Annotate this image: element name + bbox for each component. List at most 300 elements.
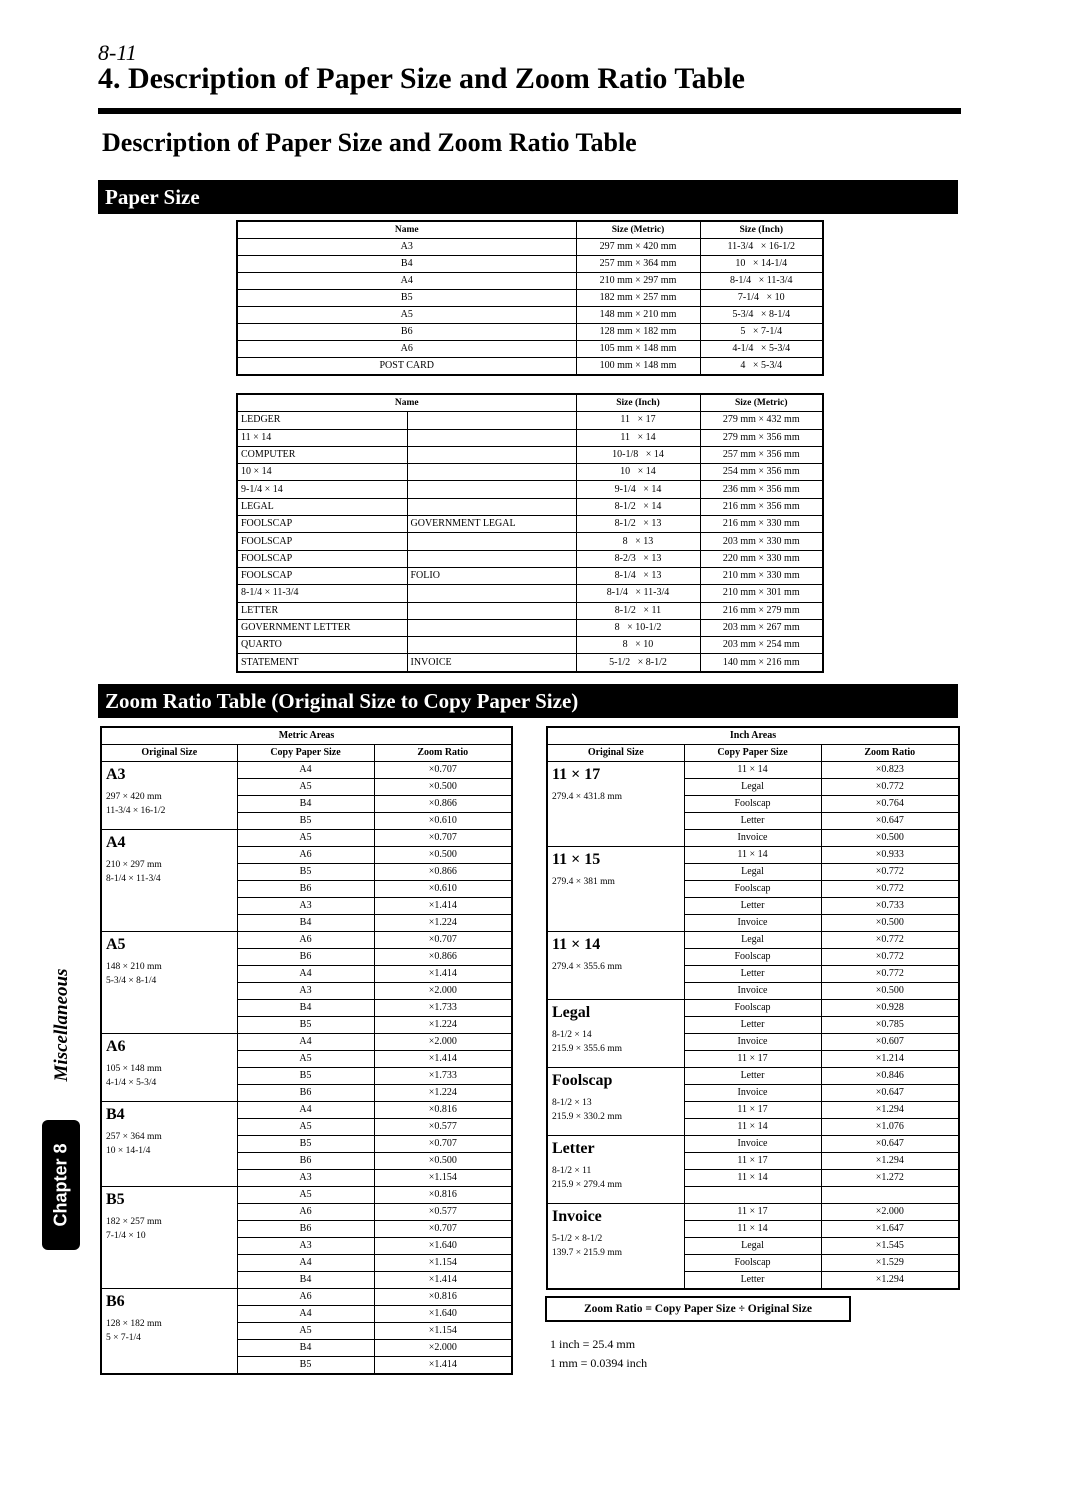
- original-size-name: 11 × 15: [552, 851, 601, 868]
- table-row: [237, 516, 823, 533]
- copy-paper-size: A4: [237, 966, 374, 983]
- table-row: [237, 533, 823, 550]
- size-metric: 220 mm × 330 mm: [700, 550, 823, 567]
- zoom-ratio: ×0.577: [374, 1204, 512, 1221]
- original-size-dimension: 8-1/4 × 11-3/4: [106, 874, 161, 884]
- table-row: [101, 830, 512, 847]
- size-metric: 297 mm × 420 mm: [576, 239, 700, 256]
- zoom-ratio: ×0.933: [821, 847, 959, 864]
- copy-paper-size: B6: [237, 881, 374, 898]
- original-size-cell: [101, 762, 237, 830]
- copy-paper-size: A4: [237, 762, 374, 779]
- copy-paper-size: Letter: [684, 1017, 821, 1034]
- size-inch: 11-3/4 × 16-1/2: [700, 239, 823, 256]
- size-inch: 8-1/2 × 13: [576, 516, 700, 533]
- zoom-ratio: ×1.294: [821, 1102, 959, 1119]
- zoom-ratio: ×0.866: [374, 796, 512, 813]
- table-row: [237, 654, 823, 672]
- copy-paper-size: A3: [237, 983, 374, 1000]
- size-inch: 8 × 10: [576, 637, 700, 654]
- zoom-ratio: ×0.772: [821, 881, 959, 898]
- size-metric: 100 mm × 148 mm: [576, 358, 700, 376]
- zoom-ratio: ×1.640: [374, 1306, 512, 1323]
- copy-paper-size: Legal: [684, 1237, 821, 1254]
- table-row: [101, 1102, 512, 1119]
- zoom-ratio: ×0.772: [821, 932, 959, 949]
- paper-name: COMPUTER: [237, 446, 407, 463]
- copy-paper-size: Letter: [684, 966, 821, 983]
- table-row: [237, 239, 823, 256]
- table-row: [547, 1203, 959, 1220]
- zoom-ratio: ×0.610: [374, 813, 512, 830]
- paper-name: B6: [237, 324, 576, 341]
- copy-paper-size: B5: [237, 1136, 374, 1153]
- original-size-name: 11 × 14: [552, 936, 601, 953]
- size-metric: 105 mm × 148 mm: [576, 341, 700, 358]
- copy-paper-size: 11 × 14: [684, 1119, 821, 1136]
- table-row: [547, 1068, 959, 1085]
- original-size-dimension: 5-3/4 × 8-1/4: [106, 976, 157, 986]
- size-metric: 203 mm × 267 mm: [700, 619, 823, 636]
- table-row: [547, 1000, 959, 1017]
- original-size-dimension: 279.4 × 381 mm: [552, 877, 615, 887]
- zoom-ratio: ×0.500: [821, 983, 959, 1000]
- zoom-ratio: ×0.772: [821, 966, 959, 983]
- column-header: Zoom Ratio: [374, 745, 512, 762]
- paper-alias: [407, 602, 576, 619]
- copy-paper-size: A4: [237, 1255, 374, 1272]
- original-size-cell: [547, 762, 684, 847]
- paper-alias: [407, 446, 576, 463]
- section-title: Description of Paper Size and Zoom Ratio Table: [102, 128, 637, 157]
- copy-paper-size: A5: [237, 779, 374, 796]
- area-row: [547, 727, 959, 745]
- size-inch: 11 × 17: [576, 412, 700, 429]
- size-metric: 257 mm × 356 mm: [700, 446, 823, 463]
- column-header: Size (Inch): [576, 394, 700, 412]
- size-inch: 8-1/4 × 11-3/4: [700, 273, 823, 290]
- paper-alias: [407, 429, 576, 446]
- zoom-ratio: ×2.000: [821, 1203, 959, 1220]
- size-inch: 4-1/4 × 5-3/4: [700, 341, 823, 358]
- copy-paper-size: A6: [237, 932, 374, 949]
- copy-paper-size: A5: [237, 830, 374, 847]
- zoom-ratio: ×1.414: [374, 1051, 512, 1068]
- size-inch: 10 × 14: [576, 464, 700, 481]
- copy-paper-size: Foolscap: [684, 949, 821, 966]
- zoom-ratio: ×1.294: [821, 1271, 959, 1289]
- table-row: [237, 324, 823, 341]
- original-size-cell: [101, 1289, 237, 1375]
- metric-paper-size-table: [236, 220, 824, 376]
- copy-paper-size: Letter: [684, 1271, 821, 1289]
- copy-paper-size: 11 × 14: [684, 1170, 821, 1187]
- copy-paper-size: Letter: [684, 813, 821, 830]
- original-size-name: A5: [106, 936, 126, 953]
- zoom-ratio: ×1.414: [374, 1272, 512, 1289]
- size-metric: 216 mm × 279 mm: [700, 602, 823, 619]
- size-metric: 279 mm × 356 mm: [700, 429, 823, 446]
- copy-paper-size: B5: [237, 1017, 374, 1034]
- column-header: Copy Paper Size: [237, 745, 374, 762]
- copy-paper-size: B4: [237, 1000, 374, 1017]
- original-size-name: Foolscap: [552, 1072, 613, 1089]
- paper-name: 9-1/4 × 14: [237, 481, 407, 498]
- zoom-ratio-heading: Zoom Ratio Table (Original Size to Copy Paper Size): [98, 684, 958, 718]
- copy-paper-size: B4: [237, 796, 374, 813]
- copy-paper-size: 11 × 14: [684, 762, 821, 779]
- conversion-mm: 1 mm = 0.0394 inch: [550, 1356, 648, 1370]
- zoom-ratio: ×1.224: [374, 915, 512, 932]
- zoom-ratio: ×1.294: [821, 1153, 959, 1170]
- zoom-ratio: ×0.772: [821, 949, 959, 966]
- table-row: [237, 412, 823, 429]
- original-size-cell: [547, 1203, 684, 1289]
- paper-name: A5: [237, 307, 576, 324]
- size-metric: 203 mm × 254 mm: [700, 637, 823, 654]
- table-row: [237, 637, 823, 654]
- column-header: Name: [237, 394, 576, 412]
- copy-paper-size: B5: [237, 1068, 374, 1085]
- copy-paper-size: 11 × 17: [684, 1203, 821, 1220]
- copy-paper-size: Invoice: [684, 830, 821, 847]
- zoom-ratio: ×0.816: [374, 1187, 512, 1204]
- copy-paper-size: A6: [237, 847, 374, 864]
- table-row: [237, 481, 823, 498]
- size-metric: 257 mm × 364 mm: [576, 256, 700, 273]
- original-size-cell: [101, 830, 237, 932]
- zoom-ratio: ×2.000: [374, 983, 512, 1000]
- copy-paper-size: B5: [237, 1357, 374, 1375]
- zoom-ratio: ×0.764: [821, 796, 959, 813]
- zoom-ratio: ×1.414: [374, 1357, 512, 1375]
- paper-name: A3: [237, 239, 576, 256]
- zoom-ratio: ×1.529: [821, 1254, 959, 1271]
- paper-alias: FOLIO: [407, 567, 576, 584]
- copy-paper-size: B6: [237, 1153, 374, 1170]
- zoom-ratio: [821, 1187, 959, 1204]
- table-row: [101, 1289, 512, 1306]
- zoom-ratio: ×0.707: [374, 932, 512, 949]
- zoom-ratio: ×1.154: [374, 1323, 512, 1340]
- original-size-cell: [547, 1068, 684, 1136]
- original-size-dimension: 215.9 × 279.4 mm: [552, 1180, 623, 1190]
- original-size-name: A6: [106, 1038, 126, 1055]
- metric-zoom-table: [100, 726, 513, 1375]
- size-metric: 210 mm × 297 mm: [576, 273, 700, 290]
- size-inch: 8 × 10-1/2: [576, 619, 700, 636]
- paper-alias: INVOICE: [407, 654, 576, 672]
- copy-paper-size: A5: [237, 1051, 374, 1068]
- table-row: [237, 585, 823, 602]
- paper-alias: [407, 533, 576, 550]
- original-size-dimension: 297 × 420 mm: [106, 792, 162, 802]
- size-inch: 5-3/4 × 8-1/4: [700, 307, 823, 324]
- original-size-dimension: 7-1/4 × 10: [106, 1231, 146, 1241]
- copy-paper-size: B4: [237, 1340, 374, 1357]
- original-size-dimension: 5 × 7-1/4: [106, 1333, 141, 1343]
- size-inch: 10 × 14-1/4: [700, 256, 823, 273]
- size-metric: 182 mm × 257 mm: [576, 290, 700, 307]
- table-row: [237, 341, 823, 358]
- copy-paper-size: Legal: [684, 864, 821, 881]
- original-size-cell: [101, 1102, 237, 1187]
- original-size-dimension: 279.4 × 355.6 mm: [552, 962, 623, 972]
- zoom-ratio: ×0.607: [821, 1034, 959, 1051]
- paper-name: 11 × 14: [237, 429, 407, 446]
- original-size-dimension: 10 × 14-1/4: [106, 1146, 151, 1156]
- paper-name: 10 × 14: [237, 464, 407, 481]
- paper-name: LEDGER: [237, 412, 407, 429]
- copy-paper-size: Foolscap: [684, 1254, 821, 1271]
- zoom-ratio: ×0.707: [374, 1221, 512, 1238]
- original-size-name: 11 × 17: [552, 766, 601, 783]
- paper-name: FOOLSCAP: [237, 567, 407, 584]
- zoom-ratio: ×1.640: [374, 1238, 512, 1255]
- zoom-ratio: ×0.500: [374, 847, 512, 864]
- paper-name: FOOLSCAP: [237, 533, 407, 550]
- column-header: Name: [237, 221, 576, 239]
- original-size-name: Invoice: [552, 1207, 602, 1225]
- copy-paper-size: A4: [237, 1102, 374, 1119]
- table-row: [101, 932, 512, 949]
- size-metric: 140 mm × 216 mm: [700, 654, 823, 672]
- size-metric: 210 mm × 301 mm: [700, 585, 823, 602]
- paper-alias: [407, 481, 576, 498]
- inch-paper-size-table: [236, 393, 824, 673]
- original-size-cell: [101, 1034, 237, 1102]
- zoom-ratio: ×0.733: [821, 898, 959, 915]
- original-size-dimension: 5-1/2 × 8-1/2: [552, 1233, 603, 1244]
- header-row: [237, 221, 823, 239]
- size-inch: 8-1/2 × 11: [576, 602, 700, 619]
- copy-paper-size: Invoice: [684, 1085, 821, 1102]
- copy-paper-size: B5: [237, 813, 374, 830]
- original-size-dimension: 11-3/4 × 16-1/2: [106, 806, 166, 816]
- paper-name: GOVERNMENT LETTER: [237, 619, 407, 636]
- copy-paper-size: Invoice: [684, 1136, 821, 1153]
- copy-paper-size: 11 × 14: [684, 1220, 821, 1237]
- copy-paper-size: B4: [237, 915, 374, 932]
- area-row: [101, 727, 512, 745]
- copy-paper-size: Invoice: [684, 915, 821, 932]
- copy-paper-size: [684, 1187, 821, 1204]
- copy-paper-size: A5: [237, 1323, 374, 1340]
- paper-alias: [407, 498, 576, 515]
- paper-name: A4: [237, 273, 576, 290]
- table-row: [237, 307, 823, 324]
- table-row: [237, 446, 823, 463]
- table-row: [237, 602, 823, 619]
- original-size-cell: [101, 932, 237, 1034]
- size-inch: 4 × 5-3/4: [700, 358, 823, 376]
- paper-alias: [407, 637, 576, 654]
- paper-alias: [407, 585, 576, 602]
- original-size-dimension: 210 × 297 mm: [106, 860, 162, 870]
- table-row: [237, 619, 823, 636]
- zoom-ratio: ×1.414: [374, 966, 512, 983]
- original-size-name: B6: [106, 1293, 125, 1310]
- zoom-ratio: ×1.154: [374, 1255, 512, 1272]
- copy-paper-size: A6: [237, 1289, 374, 1306]
- column-header: Size (Metric): [576, 221, 700, 239]
- original-size-dimension: 279.4 × 431.8 mm: [552, 792, 623, 802]
- table-row: [237, 429, 823, 446]
- size-inch: 8-1/4 × 13: [576, 567, 700, 584]
- table-row: [101, 1187, 512, 1204]
- original-size-cell: [547, 847, 684, 932]
- copy-paper-size: B6: [237, 1085, 374, 1102]
- zoom-ratio: ×0.500: [374, 779, 512, 796]
- size-metric: 216 mm × 330 mm: [700, 516, 823, 533]
- original-size-dimension: 8-1/2 × 14: [552, 1030, 592, 1040]
- column-header: Original Size: [101, 745, 237, 762]
- paper-name: A6: [237, 341, 576, 358]
- original-size-dimension: 128 × 182 mm: [106, 1319, 162, 1329]
- original-size-dimension: 105 × 148 mm: [106, 1064, 162, 1074]
- table-row: [237, 567, 823, 584]
- copy-paper-size: A3: [237, 898, 374, 915]
- zoom-ratio: ×0.647: [821, 1136, 959, 1153]
- copy-paper-size: B5: [237, 864, 374, 881]
- paper-name: B5: [237, 290, 576, 307]
- table-row: [547, 762, 959, 779]
- column-header: Zoom Ratio: [821, 745, 959, 762]
- column-header: Copy Paper Size: [684, 745, 821, 762]
- conversion-inch: 1 inch = 25.4 mm: [550, 1337, 636, 1351]
- table-row: [237, 464, 823, 481]
- copy-paper-size: Legal: [684, 779, 821, 796]
- chapter-tab: Chapter 8: [42, 1120, 80, 1250]
- copy-paper-size: B6: [237, 1221, 374, 1238]
- copy-paper-size: A5: [237, 1119, 374, 1136]
- size-inch: 8-1/2 × 14: [576, 498, 700, 515]
- zoom-ratio: ×2.000: [374, 1034, 512, 1051]
- size-metric: 210 mm × 330 mm: [700, 567, 823, 584]
- original-size-dimension: 182 × 257 mm: [106, 1217, 162, 1227]
- original-size-name: Letter: [552, 1140, 595, 1157]
- copy-paper-size: A3: [237, 1170, 374, 1187]
- copy-paper-size: A5: [237, 1187, 374, 1204]
- paper-alias: [407, 464, 576, 481]
- original-size-dimension: 257 × 364 mm: [106, 1132, 162, 1142]
- original-size-dimension: 215.9 × 330.2 mm: [552, 1112, 623, 1122]
- header-row: [547, 745, 959, 762]
- zoom-ratio: ×0.772: [821, 779, 959, 796]
- zoom-ratio: ×1.076: [821, 1119, 959, 1136]
- size-metric: 148 mm × 210 mm: [576, 307, 700, 324]
- column-header: Size (Inch): [700, 221, 823, 239]
- paper-size-heading: Paper Size: [98, 180, 958, 214]
- zoom-ratio: ×0.846: [821, 1068, 959, 1085]
- original-size-name: B5: [106, 1191, 125, 1208]
- area-label: Inch Areas: [547, 727, 959, 745]
- copy-paper-size: Foolscap: [684, 881, 821, 898]
- zoom-ratio: ×0.707: [374, 830, 512, 847]
- area-label: Metric Areas: [101, 727, 512, 745]
- table-row: [237, 256, 823, 273]
- table-row: [237, 550, 823, 567]
- zoom-ratio: ×0.577: [374, 1119, 512, 1136]
- title-rule: [98, 108, 961, 114]
- copy-paper-size: Invoice: [684, 1034, 821, 1051]
- copy-paper-size: Foolscap: [684, 796, 821, 813]
- zoom-ratio: ×1.733: [374, 1000, 512, 1017]
- copy-paper-size: Legal: [684, 932, 821, 949]
- zoom-ratio: ×0.816: [374, 1289, 512, 1306]
- size-inch: 8 × 13: [576, 533, 700, 550]
- original-size-name: Legal: [552, 1004, 591, 1021]
- table-row: [237, 358, 823, 376]
- table-row: [237, 498, 823, 515]
- size-inch: 5 × 7-1/4: [700, 324, 823, 341]
- size-metric: 216 mm × 356 mm: [700, 498, 823, 515]
- copy-paper-size: A6: [237, 1204, 374, 1221]
- zoom-ratio: ×0.866: [374, 864, 512, 881]
- original-size-dimension: 139.7 × 215.9 mm: [552, 1247, 623, 1258]
- zoom-ratio: ×1.154: [374, 1170, 512, 1187]
- paper-alias: [407, 619, 576, 636]
- zoom-ratio: ×0.928: [821, 1000, 959, 1017]
- zoom-ratio: ×0.866: [374, 949, 512, 966]
- side-label-miscellaneous: Miscellaneous: [51, 968, 72, 1082]
- paper-name: FOOLSCAP: [237, 516, 407, 533]
- paper-name: B4: [237, 256, 576, 273]
- copy-paper-size: B6: [237, 949, 374, 966]
- paper-name: STATEMENT: [237, 654, 407, 672]
- zoom-ratio: ×1.224: [374, 1085, 512, 1102]
- zoom-ratio: ×0.816: [374, 1102, 512, 1119]
- table-row: [101, 762, 512, 779]
- original-size-dimension: 8-1/2 × 13: [552, 1098, 592, 1108]
- size-inch: 5-1/2 × 8-1/2: [576, 654, 700, 672]
- copy-paper-size: A4: [237, 1306, 374, 1323]
- paper-alias: [407, 412, 576, 429]
- size-inch: 11 × 14: [576, 429, 700, 446]
- zoom-ratio: ×0.823: [821, 762, 959, 779]
- original-size-dimension: 148 × 210 mm: [106, 962, 162, 972]
- copy-paper-size: Letter: [684, 898, 821, 915]
- original-size-dimension: 4-1/4 × 5-3/4: [106, 1078, 157, 1088]
- page-number: 8-11: [98, 40, 137, 65]
- size-inch: 7-1/4 × 10: [700, 290, 823, 307]
- original-size-cell: [547, 1136, 684, 1204]
- original-size-cell: [547, 932, 684, 1000]
- size-metric: 203 mm × 330 mm: [700, 533, 823, 550]
- size-metric: 279 mm × 432 mm: [700, 412, 823, 429]
- paper-name: 8-1/4 × 11-3/4: [237, 585, 407, 602]
- zoom-ratio: ×0.500: [374, 1153, 512, 1170]
- zoom-ratio: ×0.707: [374, 1136, 512, 1153]
- paper-name: FOOLSCAP: [237, 550, 407, 567]
- zoom-ratio: ×1.733: [374, 1068, 512, 1085]
- original-size-dimension: 215.9 × 355.6 mm: [552, 1044, 623, 1054]
- zoom-ratio: ×1.272: [821, 1170, 959, 1187]
- original-size-cell: [547, 1000, 684, 1068]
- column-header: Original Size: [547, 745, 684, 762]
- zoom-ratio: ×0.772: [821, 864, 959, 881]
- paper-name: LEGAL: [237, 498, 407, 515]
- zoom-ratio: ×0.500: [821, 830, 959, 847]
- column-header: Size (Metric): [700, 394, 823, 412]
- size-metric: 128 mm × 182 mm: [576, 324, 700, 341]
- zoom-ratio: ×0.610: [374, 881, 512, 898]
- zoom-ratio: ×0.647: [821, 1085, 959, 1102]
- copy-paper-size: A3: [237, 1238, 374, 1255]
- copy-paper-size: 11 × 14: [684, 847, 821, 864]
- zoom-ratio: ×1.414: [374, 898, 512, 915]
- inch-zoom-table: [546, 726, 960, 1290]
